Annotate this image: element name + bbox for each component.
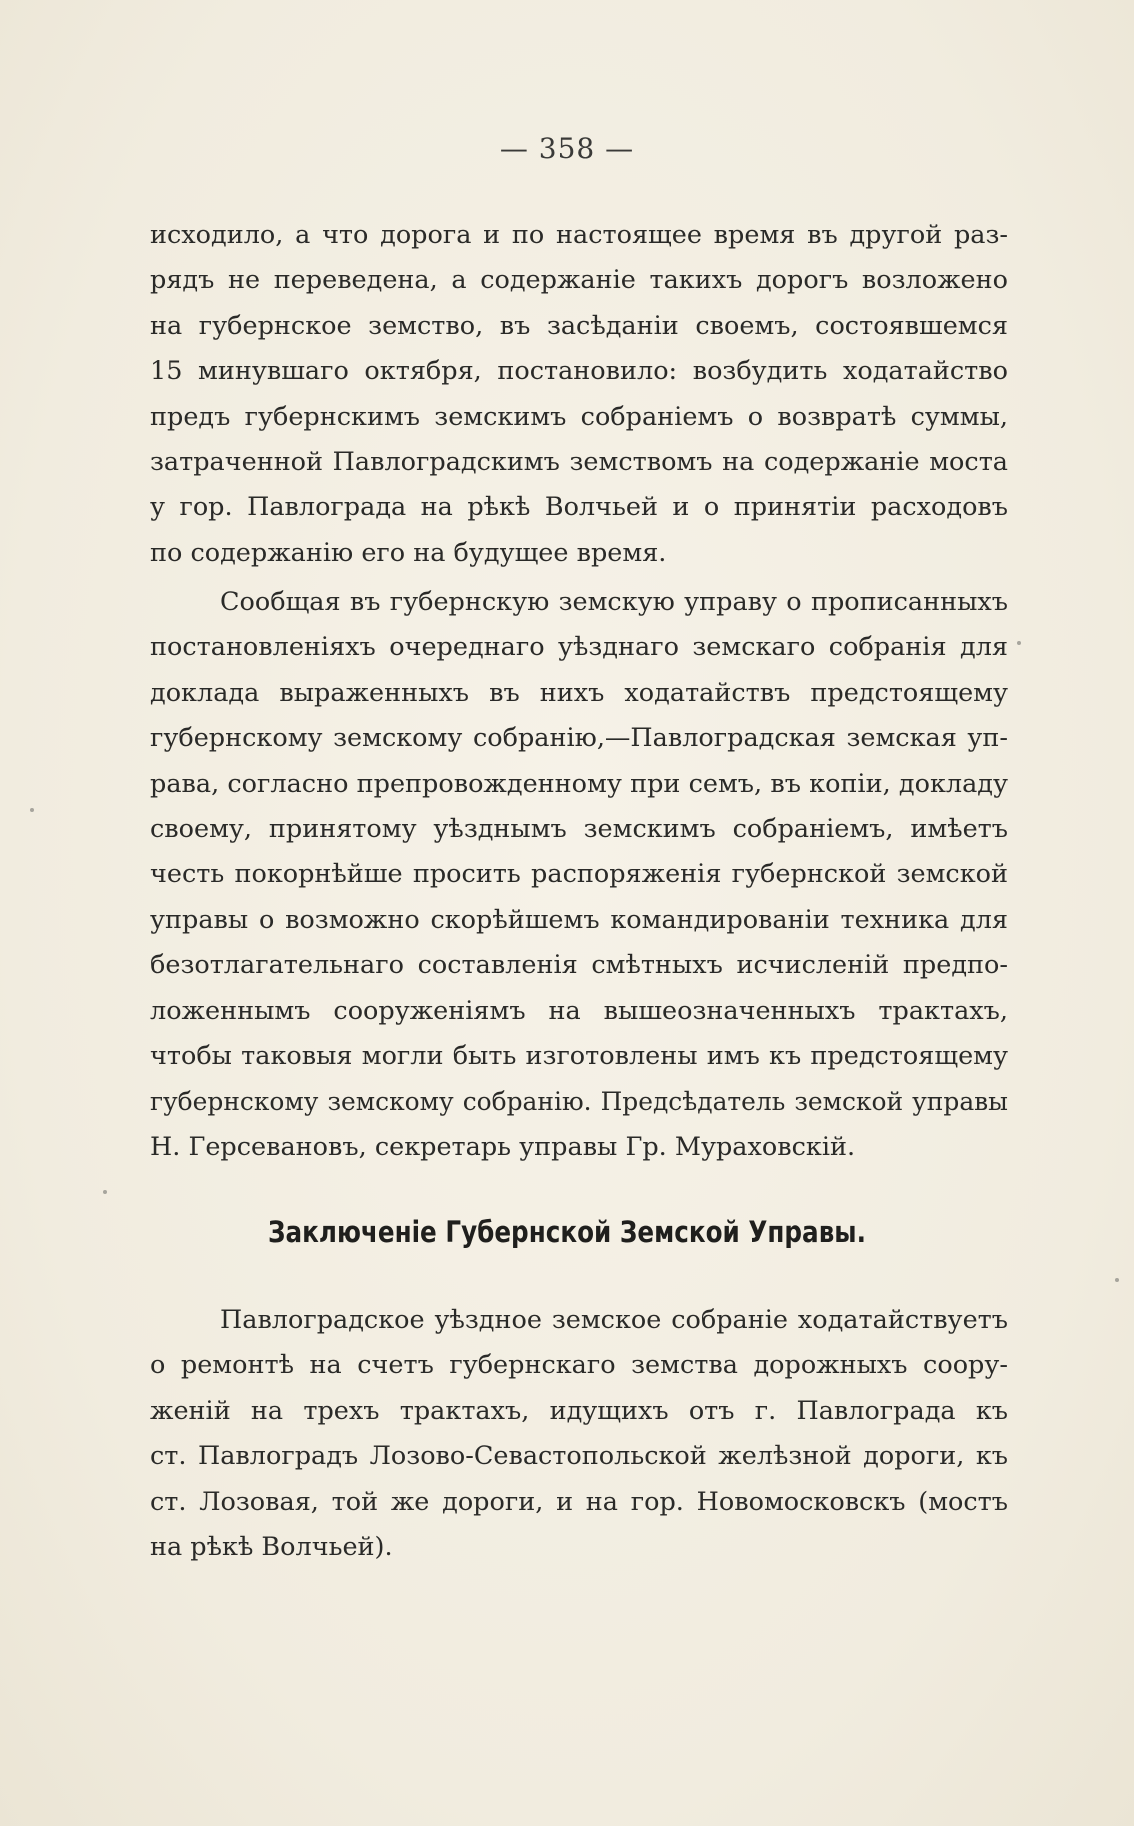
paper-speck — [103, 1190, 107, 1194]
text-line: по содержанію его на будущее время. — [150, 537, 667, 568]
text-line: рядъ не переведена, а содержаніе такихъ дорогъ возложено — [150, 265, 1008, 296]
text-line: на губернское земство, въ засѣданіи своемъ, состоявшемся — [150, 310, 1008, 341]
paper-speck — [30, 808, 34, 812]
text-line: ст. Павлоградъ Лозово-Севастопольской желѣзной дороги, къ — [150, 1441, 1008, 1472]
text-line: своему, принятому уѣзднымъ земскимъ собраніемъ, имѣетъ — [150, 813, 1008, 844]
text-line: безотлагательнаго составленія смѣтныхъ исчисленій предпо- — [150, 950, 1008, 981]
paragraph-continued — [150, 213, 1008, 576]
paper-speck — [1115, 1278, 1119, 1282]
paragraph-conclusion — [150, 1298, 1008, 1570]
page-number: — 358 — — [499, 132, 635, 165]
text-line: доклада выраженныхъ въ нихъ ходатайствъ предстоящему — [150, 677, 1008, 708]
text-line: губернскому земскому собранію,—Павлоградская земская уп- — [150, 723, 1008, 754]
text-line: управы о возможно скорѣйшемъ командированіи техника для — [150, 904, 1008, 935]
text-line: предъ губернскимъ земскимъ собраніемъ о возвратѣ суммы, — [150, 401, 1008, 432]
text-line: чтобы таковыя могли быть изготовлены имъ къ предстоящему — [150, 1040, 1008, 1071]
text-line: о ремонтѣ на счетъ губернскаго земства дорожныхъ соору- — [150, 1350, 1008, 1381]
text-line: Павлоградское уѣздное земское собраніе ходатайствуетъ — [220, 1305, 1008, 1335]
text-line: женій на трехъ трактахъ, идущихъ отъ г. Павлограда къ — [150, 1395, 1008, 1426]
text-line: Сообщая въ губернскую земскую управу о прописанныхъ — [220, 587, 1008, 617]
paper-speck — [1017, 641, 1021, 645]
text-line: исходило, а что дорога и по настоящее время въ другой раз- — [150, 220, 1008, 250]
paragraph-report — [150, 580, 1008, 1170]
text-line: затраченной Павлоградскимъ земствомъ на содержаніе моста — [150, 446, 1008, 477]
text-line: губернскому земскому собранію. Предсѣдатель земской управы — [150, 1087, 1008, 1117]
text-line: у гор. Павлограда на рѣкѣ Волчьей и о принятіи расходовъ — [150, 492, 1008, 523]
text-line: постановленіяхъ очереднаго уѣзднаго земскаго собранія для — [150, 632, 1008, 663]
text-line: честь покорнѣйше просить распоряженія губернской земской — [150, 859, 1008, 890]
text-line: рава, согласно препровожденному при семъ, въ копіи, докладу — [150, 768, 1008, 799]
text-line: ложеннымъ сооруженіямъ на вышеозначенныхъ трактахъ, — [150, 995, 1008, 1026]
text-line: Н. Герсевановъ, секретарь управы Гр. Мураховскій. — [150, 1131, 856, 1162]
section-heading: Заключеніе Губернской Земской Управы. — [268, 1215, 866, 1249]
text-line: ст. Лозовая, той же дороги, и на гор. Новомосковскъ (мостъ — [150, 1486, 1008, 1517]
text-line: 15 минувшаго октября, постановило: возбудить ходатайство — [150, 356, 1008, 387]
text-line: на рѣкѣ Волчьей). — [150, 1531, 393, 1562]
